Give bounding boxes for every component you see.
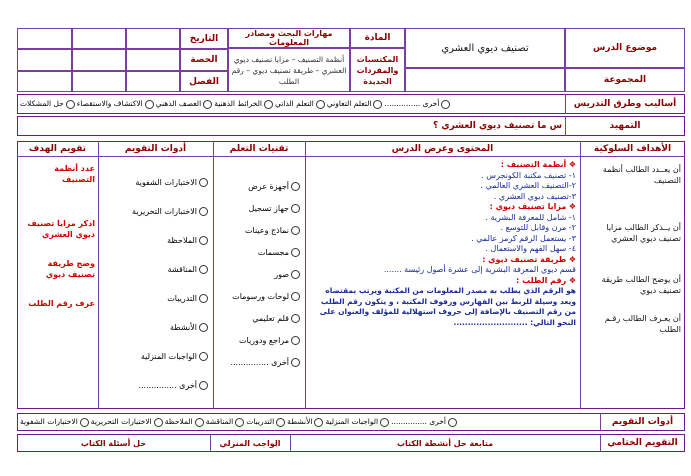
radio-icon	[199, 265, 208, 274]
diamond-icon: ❖	[568, 275, 576, 285]
content-heading: ❖ مزايا تصنيف ديوي :	[489, 202, 576, 211]
technique-item[interactable]: مراجع ودوريات	[216, 334, 302, 356]
technique-item[interactable]: جهاز تسجيل	[216, 202, 302, 224]
date-cell-1	[17, 28, 72, 49]
col-objectives: الأهداف السلوكية	[593, 143, 672, 154]
intro-value: س ما تصنيف ديوي العشري ؟	[432, 121, 562, 131]
tool-item[interactable]: الاختبارات الشفوية	[101, 176, 210, 205]
col-tools: أدوات التقويم	[124, 143, 187, 154]
material-value: مهارات البحث ومصادر المعلومات	[228, 28, 350, 48]
diamond-icon: ❖	[568, 254, 576, 264]
radio-icon	[66, 100, 75, 109]
tool-item[interactable]: الاختبارات التحريرية	[101, 205, 210, 234]
radio-icon	[291, 314, 300, 323]
col-divider	[580, 141, 581, 409]
radio-icon	[291, 292, 300, 301]
col-techniques: تقنيات التعلم	[229, 143, 289, 154]
content-line: ٣-تصنيف ديوي العشري .	[493, 191, 576, 201]
radio-icon	[199, 294, 208, 303]
footer-divider	[600, 413, 601, 431]
method-item[interactable]: الخرائط الذهنية	[214, 99, 275, 109]
radio-icon	[145, 100, 154, 109]
diamond-icon: ❖	[568, 160, 576, 169]
technique-item[interactable]: أخرى ...............	[216, 356, 302, 378]
acquired-label: المكتسبات والمفردات الجديدة	[350, 48, 405, 92]
tool-item[interactable]: الأنشطة	[101, 321, 210, 350]
footer-divider	[600, 434, 601, 452]
content-line: ٢- مرن وقابل للتوسع .	[500, 223, 576, 232]
evaluation-item: اذكر مزايا تصنيف ديوي العشري	[27, 219, 95, 239]
radio-icon	[314, 418, 323, 427]
date-cell-3	[126, 28, 180, 49]
footer-tool-item[interactable]: الأنشطة	[287, 417, 325, 427]
footer-tool-item[interactable]: الاختبارات الشفوية	[20, 417, 91, 427]
radio-icon	[199, 207, 208, 216]
footer-tool-item[interactable]: المناقشة	[206, 417, 247, 427]
method-item[interactable]: التعلم الذاتي	[275, 99, 327, 109]
radio-icon	[291, 226, 300, 235]
date-label: التاريخ	[180, 28, 228, 49]
tool-item[interactable]: الواجبات المنزلية	[101, 350, 210, 379]
technique-item[interactable]: لوحات ورسومات	[216, 290, 302, 312]
radio-icon	[448, 418, 457, 427]
col-content: المحتوى وعرض الدرس	[391, 143, 494, 154]
tools-list	[101, 176, 210, 408]
content-heading: ❖ طريقة تصنيف ديوي :	[482, 254, 576, 264]
radio-icon	[291, 336, 300, 345]
intro-divider	[565, 116, 566, 136]
method-item[interactable]: العصف الذهني	[156, 99, 214, 109]
group-label: المجموعة	[565, 68, 685, 92]
footer-divider	[210, 434, 211, 452]
period-label: الحصة	[180, 49, 228, 71]
methods-label: أساليب وطرق التدريس	[573, 99, 677, 109]
footer-tool-item[interactable]: الاختبارات التحريرية	[91, 417, 165, 427]
radio-icon	[199, 178, 208, 187]
period-cell-2	[72, 49, 126, 71]
objective-item: أن يــذكر الطالب مزايا تصنيف ديوي العشري	[606, 223, 681, 243]
material-label: المادة	[350, 28, 405, 48]
footer-tool-item[interactable]: أخرى ...............	[391, 417, 459, 427]
radio-icon	[264, 100, 273, 109]
date-cell-2	[72, 28, 126, 49]
col-divider	[305, 141, 306, 409]
radio-icon	[291, 270, 300, 279]
footer-tool-item[interactable]: التدريبات	[246, 417, 287, 427]
radio-icon	[80, 418, 89, 427]
radio-icon	[291, 204, 300, 213]
content-line: ١- شامل للمعرفة البشرية .	[485, 212, 576, 222]
methods-divider	[565, 94, 566, 114]
content-line: ١- تصنيف مكتبة الكونجرس .	[481, 170, 576, 180]
method-item[interactable]: الاكتشاف والاستقصاء	[77, 99, 156, 109]
tool-item[interactable]: الملاحظة	[101, 234, 210, 263]
subject-value: تصنيف ديوي العشري	[405, 28, 565, 68]
radio-icon	[154, 418, 163, 427]
period-cell-3	[126, 49, 180, 71]
footer-divider	[290, 434, 291, 452]
footer-tools-list	[20, 413, 598, 431]
radio-icon	[235, 418, 244, 427]
col-divider	[213, 141, 214, 409]
acquired-value: أنظمة التصنيف – مزايا تصنيف ديوي العشري – طريقة تصنيف ديوي – رقم الطلب	[228, 48, 350, 92]
footer-tools-label: أدوات التقويم	[611, 417, 674, 427]
content-area	[310, 160, 576, 328]
tool-item[interactable]: أخرى ...............	[101, 379, 210, 408]
content-heading: ❖ رقم الطلب :	[516, 275, 576, 285]
period-cell-1	[17, 49, 72, 71]
final-label: التقويم الختامي	[607, 438, 678, 448]
objective-item: أن يوضح الطالب طريقة تصنيف ديوي	[601, 275, 681, 295]
method-item[interactable]: حل المشكلات	[20, 99, 77, 109]
technique-item[interactable]: مجسمات	[216, 246, 302, 268]
diamond-icon: ❖	[568, 202, 576, 211]
group-value	[405, 68, 565, 92]
class-cell-3	[126, 71, 180, 92]
tool-item[interactable]: التدريبات	[101, 292, 210, 321]
radio-icon	[316, 100, 325, 109]
technique-item[interactable]: نماذج وعينات	[216, 224, 302, 246]
technique-item[interactable]: أجهزة عرض	[216, 180, 302, 202]
radio-icon	[199, 352, 208, 361]
subject-label: موضوع الدرس	[565, 28, 685, 68]
tool-item[interactable]: المناقشة	[101, 263, 210, 292]
objective-item: أن يعــدد الطالب أنظمة التصنيف	[602, 165, 681, 185]
evaluation-item: عدد أنظمة التصنيف	[54, 164, 95, 184]
col-evaluation: تقويم الهدف	[28, 143, 87, 154]
content-line: ٣- يستعمل الرقم كرمز عالمي .	[471, 233, 576, 243]
content-paragraph: قسم ديوي المعرفة البشرية إلى عشرة أصول رئيسة .......	[383, 265, 576, 274]
content-heading: ❖ أنظمة التصنيف :	[500, 160, 576, 169]
radio-icon	[441, 100, 450, 109]
footer-tool-item[interactable]: الواجبات المنزلية	[325, 417, 391, 427]
methods-list	[20, 94, 562, 114]
radio-icon	[373, 100, 382, 109]
technique-item[interactable]: قلم تعليمي	[216, 312, 302, 334]
class-label: الفصل	[180, 71, 228, 92]
radio-icon	[199, 381, 208, 390]
radio-icon	[291, 358, 300, 367]
radio-icon	[203, 100, 212, 109]
evaluation-item: وضح طريقة تصنيف ديوي	[45, 259, 95, 279]
content-paragraph: هو الرقم الذي يطلب به مصدر المعلومات من المكتبة ويرتب بمقتضاه ويعد وسيلة للربط بين الفهارس ورفوف المكتبة ، و يتكون رقم الطلب من رقم التصنيف بالإضافة إلى حروف استهلالية للمؤلف والعنوان على النحو التالي: ..........................	[319, 286, 576, 327]
homework-value: حل أسئلة الكتاب	[80, 438, 147, 448]
radio-icon	[199, 236, 208, 245]
class-cell-2	[72, 71, 126, 92]
method-item[interactable]: أخرى ...............	[384, 99, 452, 109]
footer-tool-item[interactable]: الملاحظة	[165, 417, 206, 427]
radio-icon	[291, 182, 300, 191]
radio-icon	[199, 323, 208, 332]
intro-label: التمهيد	[609, 121, 641, 131]
objective-item: أن يعـرف الطالب رقـم الطلب	[604, 314, 681, 334]
radio-icon	[276, 418, 285, 427]
content-line: ٤- سهل الفهم والاستعمال .	[485, 244, 576, 253]
techniques-list	[216, 180, 302, 378]
header-divider	[17, 156, 685, 157]
radio-icon	[380, 418, 389, 427]
evaluation-item: عرف رقم الطلب	[28, 299, 95, 308]
method-item[interactable]: التعلم التعاوني	[327, 99, 385, 109]
homework-label: الواجب المنزلي	[219, 438, 281, 448]
final-value: متابعة حل أنشطة الكتاب	[396, 438, 494, 448]
radio-icon	[291, 248, 300, 257]
col-divider	[98, 141, 99, 409]
technique-item[interactable]: صور	[216, 268, 302, 290]
class-cell-1	[17, 71, 72, 92]
content-line: ٢-التصنيف العشري العالمي .	[480, 181, 576, 190]
radio-icon	[195, 418, 204, 427]
